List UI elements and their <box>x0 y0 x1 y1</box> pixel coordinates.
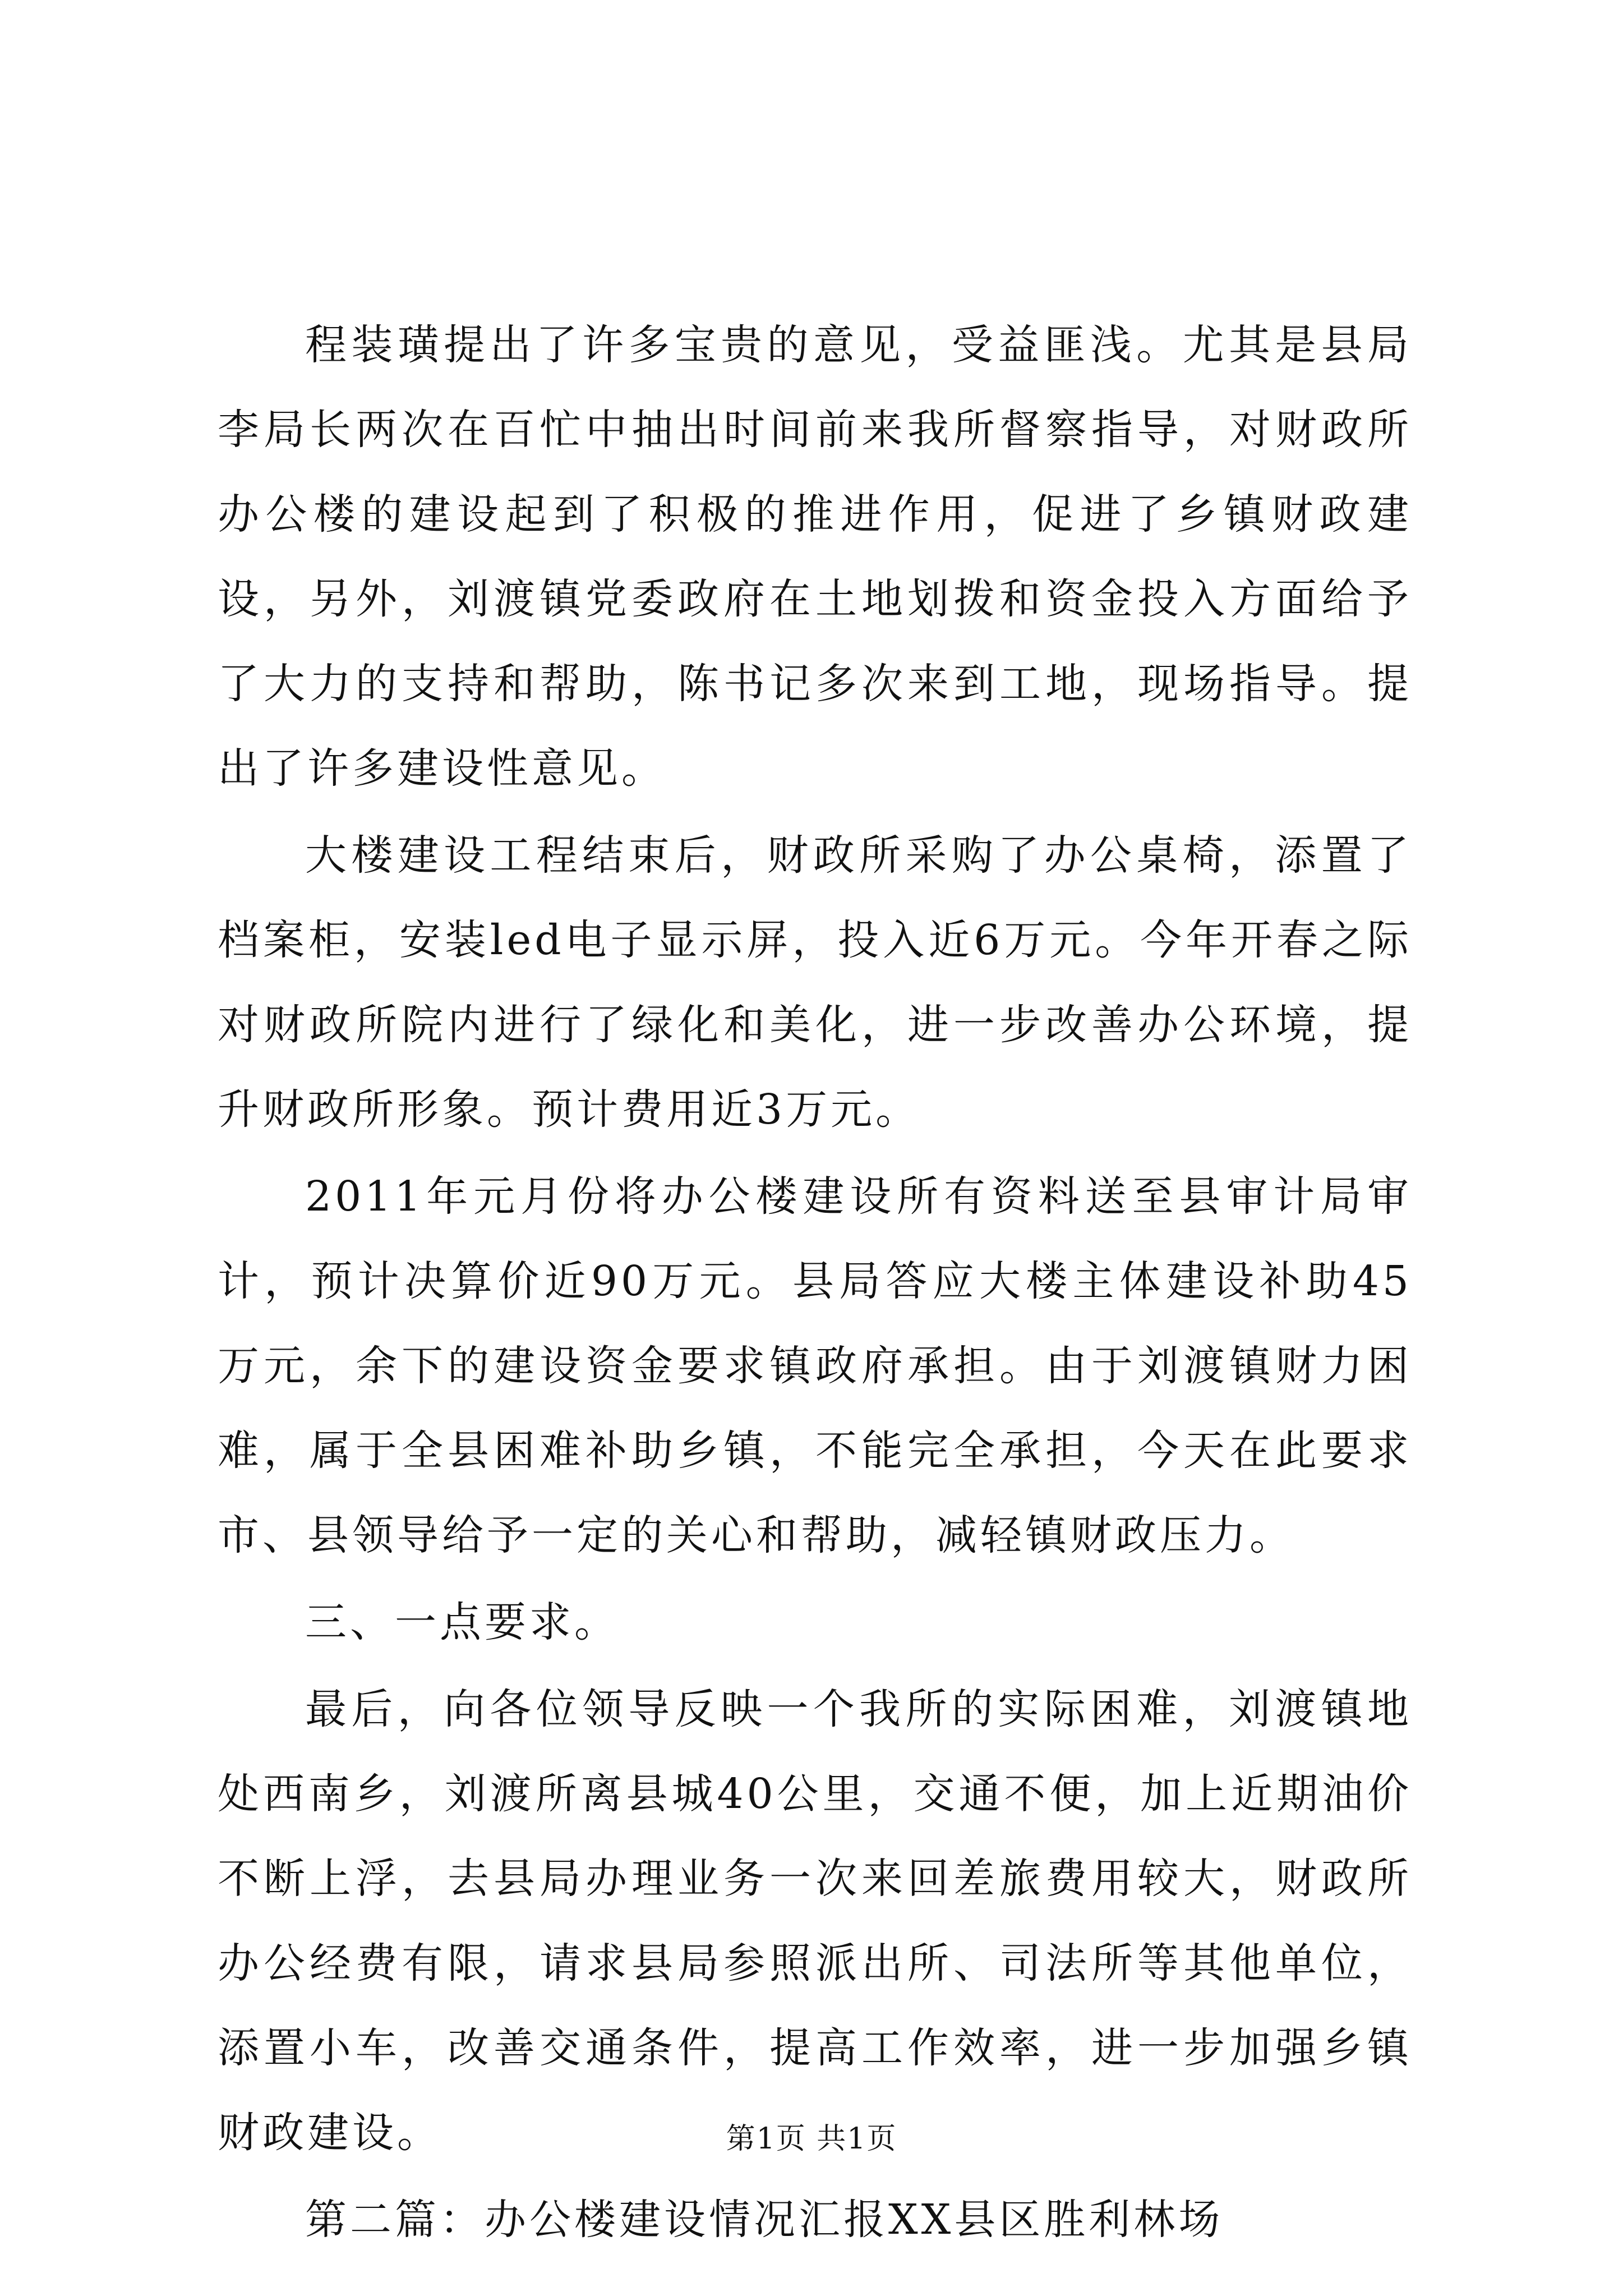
paragraph-audit: 2011年元月份将办公楼建设所有资料送至县审计局审计，预计决算价近90万元。县局答应大楼主体建设补助45万元，余下的建设资金要求镇政府承担。由于刘渡镇财力困难，属于全县困难补助乡镇，不能完全承担，今天在此要求市、县领导给予一定的关心和帮助，减轻镇财政压力。 <box>218 1172 1412 1559</box>
paragraph-furnishing: 大楼建设工程结束后，财政所采购了办公桌椅，添置了档案柜，安装led电子显示屏，投入近6万元。今年开春之际对财政所院内进行了绿化和美化，进一步改善办公环境，提升财政所形象。预计费用近3万元。 <box>218 831 1412 1134</box>
paragraph-continuation: 程装璜提出了许多宝贵的意见，受益匪浅。尤其是县局李局长两次在百忙中抽出时间前来我所督察指导，对财政所办公楼的建设起到了积极的推进作用，促进了乡镇财政建设，另外，刘渡镇党委政府在土地划拨和资金投入方面给予了大力的支持和帮助，陈书记多次来到工地，现场指导。提出了许多建设性意见。 <box>218 321 1412 793</box>
document-body <box>218 303 1412 2265</box>
section-heading-requirement: 三、一点要求。 <box>305 1598 619 1646</box>
page-footer: 第1页 共1页 <box>726 2122 897 2156</box>
second-article-heading: 第二篇：办公楼建设情况汇报XX县区胜利林场 <box>305 2196 1224 2244</box>
paragraph-request: 最后，向各位领导反映一个我所的实际困难，刘渡镇地处西南乡，刘渡所离县城40公里，交通不便，加上近期油价不断上浮，去县局办理业务一次来回差旅费用较大，财政所办公经费有限，请求县局参照派出所、司法所等其他单位，添置小车，改善交通条件，提高工作效率，进一步加强乡镇财政建设。 <box>218 1685 1412 2157</box>
